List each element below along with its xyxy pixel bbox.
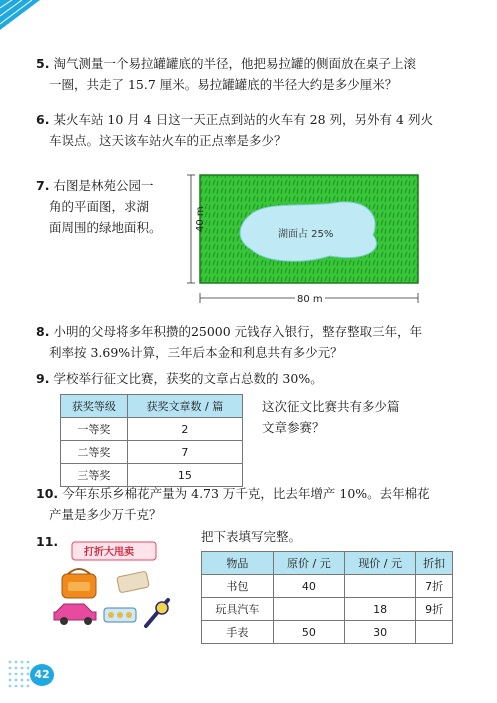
problem-11-instruction: 把下表填写完整。 <box>201 529 302 544</box>
sale-sign-text: 打折大甩卖 <box>84 547 134 558</box>
watch-icon <box>146 600 168 626</box>
sale-illustration <box>50 540 180 630</box>
table-row <box>202 575 453 598</box>
table-row <box>202 598 453 621</box>
table-row <box>61 418 243 441</box>
table-header: 原价 / 元 <box>273 552 344 575</box>
problem-number: 11. <box>36 534 59 549</box>
park-plan-figure <box>180 170 430 310</box>
problem-number: 5. <box>36 56 50 71</box>
problem-number: 8. <box>36 324 50 339</box>
table-header: 物品 <box>202 552 274 575</box>
problem-text: 一圈，共走了 15.7 厘米。易拉罐罐底的半径大约是多少厘米？ <box>49 77 398 92</box>
table-cell: 二等奖 <box>61 441 128 464</box>
backpack-icon <box>62 569 96 598</box>
table-cell <box>345 575 416 598</box>
table-cell: 40 <box>273 575 344 598</box>
table-cell <box>273 598 344 621</box>
table-cell: 30 <box>345 621 416 644</box>
problem-8 <box>36 321 422 363</box>
corner-decoration <box>0 0 40 30</box>
problem-10 <box>36 483 430 525</box>
table-header: 折扣 <box>416 552 453 575</box>
problem-text: 淘气测量一个易拉罐罐底的半径，他把易拉罐的侧面放在桌子上滚 <box>53 56 416 71</box>
problem-text: 这次征文比赛共有多少篇 <box>262 399 400 414</box>
prize-table <box>60 394 243 487</box>
problem-7 <box>36 175 162 238</box>
table-header-row <box>61 395 243 418</box>
table-cell: 15 <box>127 464 242 487</box>
problem-number: 9. <box>36 371 50 386</box>
problem-text: 学校举行征文比赛，获奖的文章占总数的 30%。 <box>53 371 323 386</box>
table-cell: 2 <box>127 418 242 441</box>
problem-text: 产量是多少万千克？ <box>49 507 162 522</box>
problem-text: 某火车站 10 月 4 日这一天正点到站的火车有 28 列，另外有 4 列火 <box>53 112 433 127</box>
problem-text: 角的平面图，求湖 <box>49 199 150 214</box>
height-label: 40 m <box>195 206 206 232</box>
problem-text: 右图是林苑公园一 <box>53 178 154 193</box>
problem-number: 7. <box>36 178 50 193</box>
table-cell: 三等奖 <box>61 464 128 487</box>
toy-car-icon <box>54 604 96 625</box>
problem-text: 今年东乐乡棉花产量为 4.73 万千克，比去年增产 10%。去年棉花 <box>62 486 430 501</box>
problem-5 <box>36 53 416 95</box>
table-header-row <box>202 552 453 575</box>
lake-label: 湖面占 25% <box>278 229 334 240</box>
problem-number: 10. <box>36 486 59 501</box>
problem-9-question <box>262 396 400 438</box>
table-row <box>61 441 243 464</box>
table-cell: 7 <box>127 441 242 464</box>
table-cell <box>416 621 453 644</box>
problem-9 <box>36 368 323 389</box>
table-cell: 50 <box>273 621 344 644</box>
table-cell: 18 <box>345 598 416 621</box>
problem-text: 文章参赛？ <box>262 420 325 435</box>
problem-text: 小明的父母将多年积攒的25000 元钱存入银行，整存整取三年，年 <box>53 324 423 339</box>
table-header: 获奖等级 <box>61 395 128 418</box>
table-cell: 9折 <box>416 598 453 621</box>
problem-number: 6. <box>36 112 50 127</box>
clothes-icon <box>117 571 150 593</box>
table-cell: 7折 <box>416 575 453 598</box>
table-header: 获奖文章数 / 篇 <box>127 395 242 418</box>
price-table <box>201 551 453 644</box>
table-header: 现价 / 元 <box>345 552 416 575</box>
problem-text: 利率按 3.69%计算，三年后本金和利息共有多少元？ <box>49 345 343 360</box>
table-row <box>202 621 453 644</box>
problem-text: 面周围的绿地面积。 <box>49 220 162 235</box>
width-label: 80 m <box>297 294 323 305</box>
snack-tray-icon <box>104 608 136 622</box>
problem-text: 车误点。这天该车站火车的正点率是多少？ <box>49 133 287 148</box>
table-cell: 手表 <box>202 621 274 644</box>
table-cell: 一等奖 <box>61 418 128 441</box>
problem-6 <box>36 109 433 151</box>
page-number: 42 <box>30 664 54 686</box>
table-cell: 书包 <box>202 575 274 598</box>
table-cell: 玩具汽车 <box>202 598 274 621</box>
